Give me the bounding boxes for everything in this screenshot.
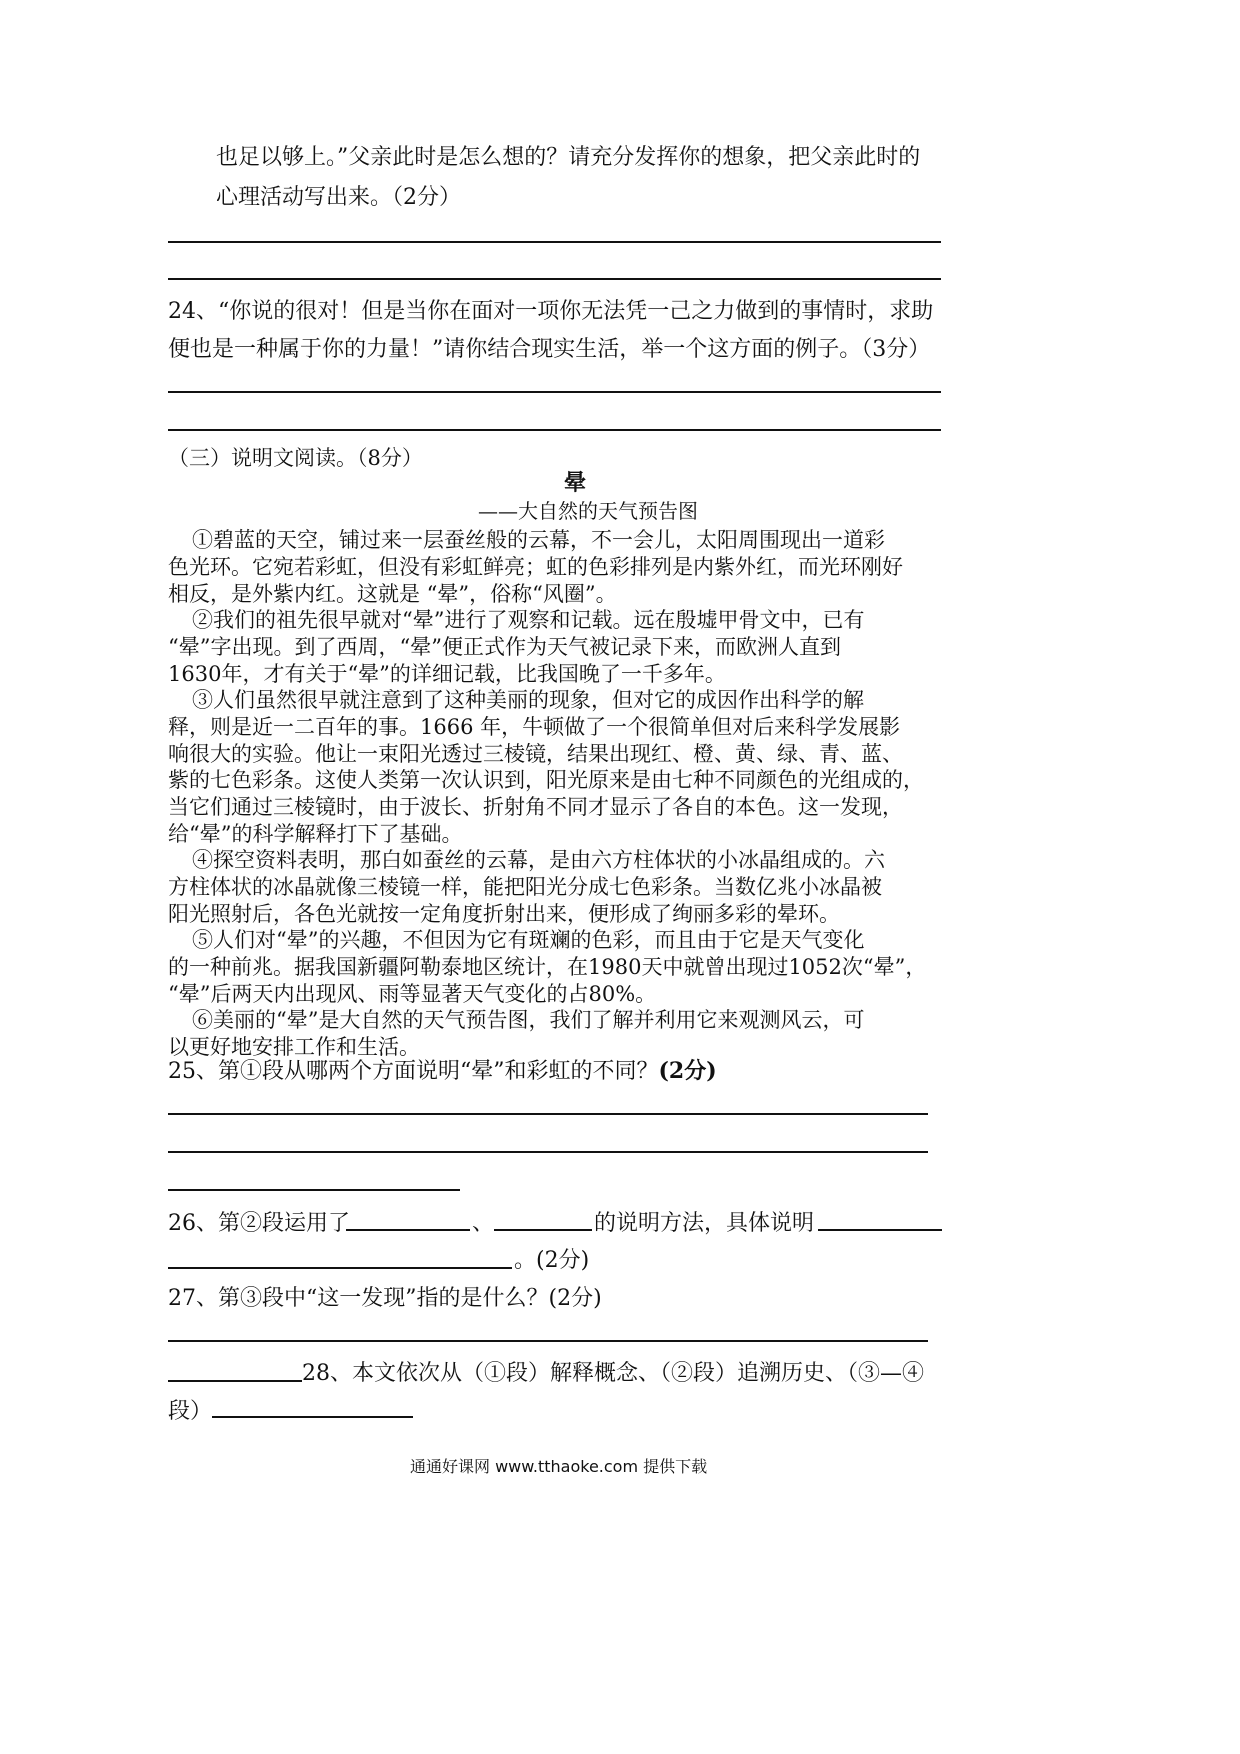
q28-line1: 28、本文依次从（①段）解释概念、（②段）追溯历史、（③—④	[302, 1361, 924, 1386]
passage-line: 以更好地安排工作和生活。	[168, 1035, 420, 1059]
section-heading: （三）说明文阅读。（8分）	[168, 446, 423, 470]
q25-answer-line-1[interactable]	[168, 1113, 928, 1115]
q26-blank-3[interactable]	[818, 1229, 942, 1231]
q27-answer-line[interactable]	[168, 1340, 928, 1342]
passage-line: 给“晕”的科学解释打下了基础。	[168, 822, 463, 846]
passage-line: 的一种前兆。据我国新疆阿勒泰地区统计，在1980天中就曾出现过1052次“晕”，	[168, 955, 927, 979]
q26-part2: 的说明方法，具体说明	[594, 1211, 815, 1236]
q23-line2: 心理活动写出来。（2分）	[216, 185, 461, 210]
passage-line: ⑤人们对“晕”的兴趣，不但因为它有斑斓的色彩，而且由于它是天气变化	[192, 928, 865, 952]
q28-blank[interactable]	[212, 1416, 413, 1418]
passage-line: ⑥美丽的“晕”是大自然的天气预告图，我们了解并利用它来观测风云，可	[192, 1008, 865, 1032]
q28-line2: 段）	[168, 1399, 213, 1424]
passage-line: “晕”字出现。到了西周，“晕”便正式作为天气被记录下来，而欧洲人直到	[168, 635, 841, 659]
passage-line: 释，则是近一二百年的事。1666 年，牛顿做了一个很简单但对后来科学发展影	[168, 715, 901, 739]
passage-line: 紫的七色彩条。这使人类第一次认识到，阳光原来是由七种不同颜色的光组成的，	[168, 768, 924, 792]
q23-answer-line-1[interactable]	[168, 241, 941, 243]
q24-answer-line-2[interactable]	[168, 429, 941, 431]
q23-line1: 也足以够上。”父亲此时是怎么想的？请充分发挥你的想象，把父亲此时的	[216, 145, 921, 170]
passage-title: 晕	[564, 470, 587, 496]
passage-line: 色光环。它宛若彩虹，但没有彩虹鲜亮；虹的色彩排列是内紫外红，而光环刚好	[168, 555, 903, 579]
q26-part3: 。(2分)	[514, 1248, 590, 1273]
footer-text: 通通好课网 www.tthaoke.com 提供下载	[410, 1457, 708, 1476]
passage-subtitle: ——大自然的天气预告图	[478, 499, 698, 523]
passage-line: ④探空资料表明，那白如蚕丝的云幕，是由六方柱体状的小冰晶组成的。六	[192, 848, 885, 872]
passage-line: 1630年，才有关于“晕”的详细记载，比我国晚了一千多年。	[168, 662, 726, 686]
q23-answer-line-2[interactable]	[168, 278, 941, 280]
q25-answer-line-2[interactable]	[168, 1151, 928, 1153]
q26-blank-4[interactable]	[168, 1267, 512, 1269]
q25-question: 25、第①段从哪两个方面说明“晕”和彩虹的不同？	[168, 1059, 659, 1084]
q26-blank-1[interactable]	[346, 1229, 470, 1231]
q26-blank-2[interactable]	[494, 1229, 592, 1231]
passage-line: ②我们的祖先很早就对“晕”进行了观察和记载。远在殷墟甲骨文中，已有	[192, 608, 865, 632]
passage-line: 相反，是外紫内红。这就是 “晕”，俗称“风圈”。	[168, 582, 617, 606]
q27-text: 27、第③段中“这一发现”指的是什么？(2分)	[168, 1286, 602, 1311]
q25-text	[168, 1054, 717, 1085]
q26-separator: 、	[472, 1211, 495, 1236]
q25-answer-line-3[interactable]	[168, 1189, 460, 1191]
q25-points: (2分)	[658, 1058, 717, 1084]
passage-line: 阳光照射后，各色光就按一定角度折射出来，便形成了绚丽多彩的晕环。	[168, 902, 840, 926]
passage-line: ①碧蓝的天空，铺过来一层蚕丝般的云幕，不一会儿，太阳周围现出一道彩	[192, 528, 885, 552]
q24-line2: 便也是一种属于你的力量！”请你结合现实生活，举一个这方面的例子。（3分）	[168, 337, 931, 362]
q24-line1: 24、“你说的很对！但是当你在面对一项你无法凭一己之力做到的事情时，求助	[168, 299, 934, 324]
passage-line: “晕”后两天内出现风、雨等显著天气变化的占80%。	[168, 982, 657, 1006]
q27-answer-line-tail[interactable]	[168, 1380, 302, 1382]
passage-line: 响很大的实验。他让一束阳光透过三棱镜，结果出现红、橙、黄、绿、青、蓝、	[168, 742, 903, 766]
passage-line: 当它们通过三棱镜时，由于波长、折射角不同才显示了各自的本色。这一发现，	[168, 795, 903, 819]
passage-line: 方柱体状的冰晶就像三棱镜一样，能把阳光分成七色彩条。当数亿兆小冰晶被	[168, 875, 882, 899]
passage-line: ③人们虽然很早就注意到了这种美丽的现象，但对它的成因作出科学的解	[192, 688, 864, 712]
q26-part1: 26、第②段运用了	[168, 1211, 350, 1236]
q24-answer-line-1[interactable]	[168, 391, 941, 393]
